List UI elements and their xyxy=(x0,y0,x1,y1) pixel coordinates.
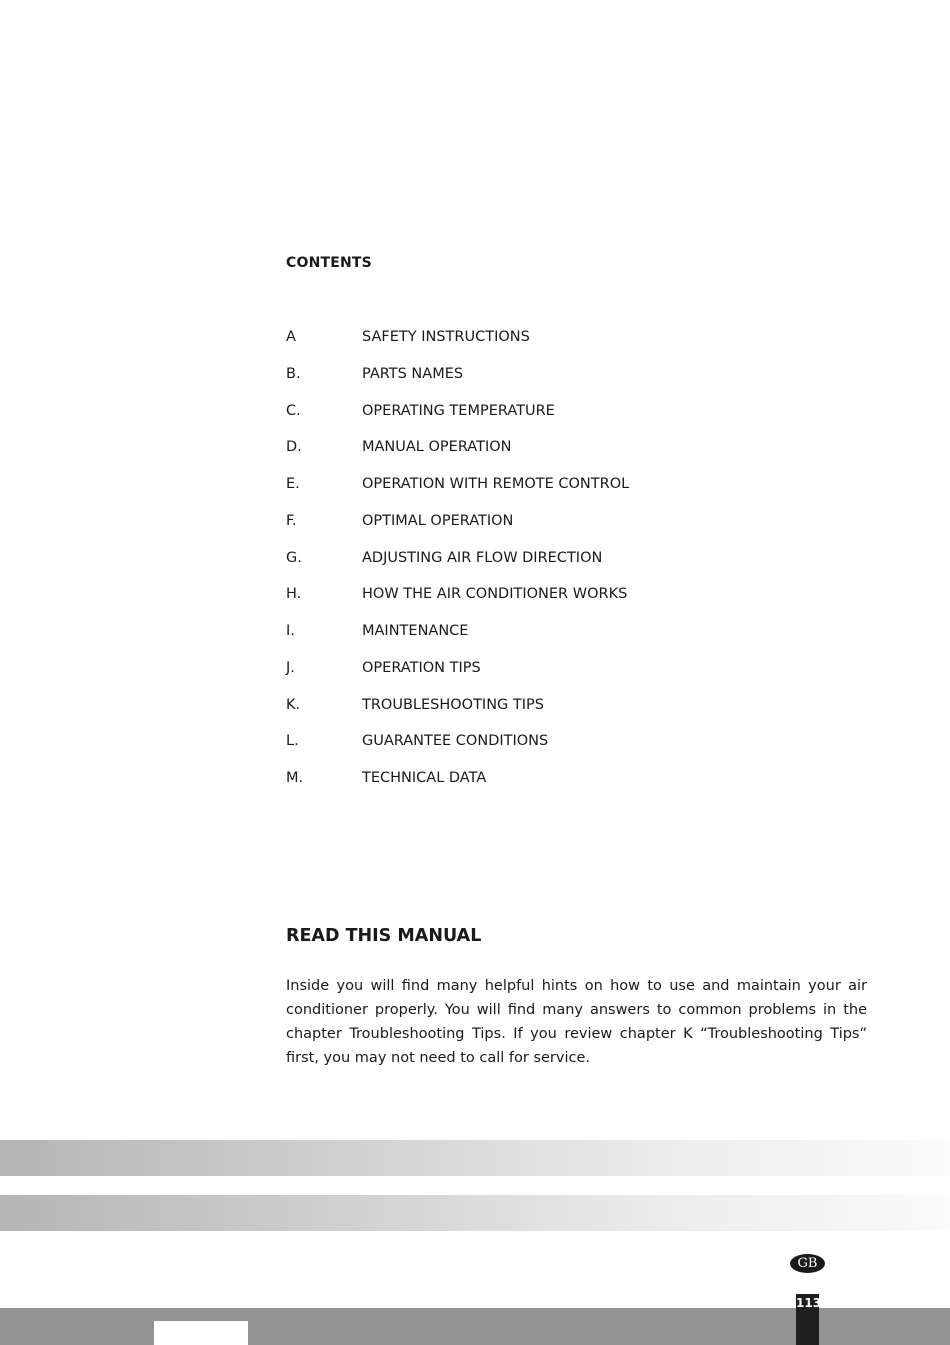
toc-row xyxy=(286,437,886,474)
toc-letter: L. xyxy=(286,733,299,750)
toc-title: MANUAL OPERATION xyxy=(362,439,512,456)
toc-title: PARTS NAMES xyxy=(362,365,464,382)
toc-row xyxy=(286,621,886,658)
toc-letter: G. xyxy=(286,549,302,566)
toc-title: TECHNICAL DATA xyxy=(362,770,487,786)
toc-row xyxy=(286,695,886,732)
toc-title: HOW THE AIR CONDITIONER WORKS xyxy=(362,586,628,603)
toc-row xyxy=(286,401,886,438)
toc-title: OPERATION WITH REMOTE CONTROL xyxy=(362,476,630,492)
toc-title: OPERATION TIPS xyxy=(362,659,481,676)
toc-title: OPERATING TEMPERATURE xyxy=(362,402,555,419)
table-of-contents xyxy=(286,327,886,805)
toc-letter: D. xyxy=(286,439,302,456)
toc-letter: I. xyxy=(286,623,295,639)
toc-letter: E. xyxy=(286,476,300,492)
toc-row xyxy=(286,474,886,511)
decorative-band-top xyxy=(0,1140,950,1176)
toc-title: TROUBLESHOOTING TIPS xyxy=(362,696,544,713)
toc-row xyxy=(286,511,886,548)
toc-letter: K. xyxy=(286,696,301,713)
read-manual-heading: READ THIS MANUAL xyxy=(286,926,482,946)
page-number: 113 xyxy=(796,1296,822,1310)
toc-title: SAFETY INSTRUCTIONS xyxy=(362,329,530,345)
toc-row xyxy=(286,327,886,364)
toc-title: OPTIMAL OPERATION xyxy=(362,512,514,529)
contents-heading: CONTENTS xyxy=(286,255,372,271)
footer-white-block xyxy=(154,1321,248,1345)
toc-row xyxy=(286,584,886,621)
toc-letter: J. xyxy=(286,659,295,676)
read-manual-paragraph: Inside you will find many helpful hints on how to use and maintain your air conditioner properly. You will find many answers to common problems in the chapter Troubleshooting Tips. If you review chapter K “Troubleshooting Tips” first, you may not need to call for service. xyxy=(286,978,867,1066)
toc-title: MAINTENANCE xyxy=(362,623,469,639)
toc-letter: M. xyxy=(286,770,304,786)
toc-letter: C. xyxy=(286,402,301,419)
toc-row xyxy=(286,731,886,768)
toc-title: ADJUSTING AIR FLOW DIRECTION xyxy=(362,549,603,566)
toc-row xyxy=(286,768,886,805)
language-badge: GB xyxy=(790,1254,825,1273)
toc-row xyxy=(286,548,886,585)
toc-letter: F. xyxy=(286,512,297,529)
toc-row xyxy=(286,658,886,695)
toc-letter: H. xyxy=(286,586,302,603)
toc-row xyxy=(286,364,886,401)
toc-letter: A xyxy=(286,329,296,345)
decorative-band-bottom xyxy=(0,1195,950,1231)
toc-title: GUARANTEE CONDITIONS xyxy=(362,733,549,750)
toc-letter: B. xyxy=(286,365,301,382)
